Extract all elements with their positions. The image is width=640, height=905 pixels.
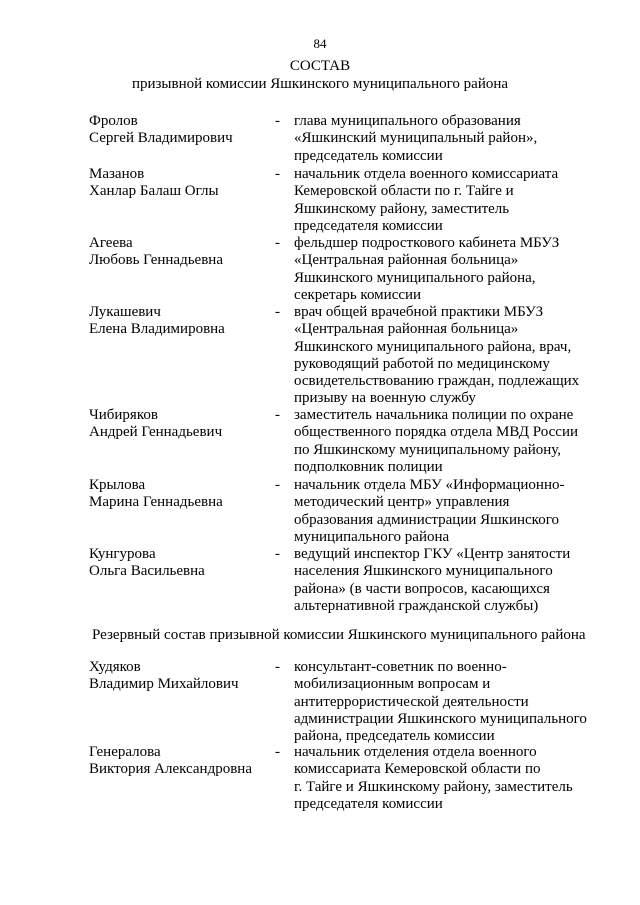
role-line: мобилизационным вопросам и xyxy=(294,676,491,693)
member-given-names: Андрей Геннадьевич xyxy=(89,424,223,441)
role-line: глава муниципального образования xyxy=(294,113,521,129)
role-line: начальник отдела военного комиссариата xyxy=(294,166,559,182)
role-line: председателя комиссии xyxy=(294,217,443,234)
dash-separator: - xyxy=(275,304,280,320)
role-line: начальник отдела МБУ «Информационно- xyxy=(294,477,565,493)
dash-separator: - xyxy=(275,744,280,760)
member-given-names: Виктория Александровна xyxy=(89,761,252,778)
role-line: «Яшкинский муниципальный район», xyxy=(294,130,538,147)
role-line: «Центральная районная больница» xyxy=(294,321,519,338)
role-line: Яшкинского муниципального района, xyxy=(294,269,536,286)
member-given-names: Ханлар Балаш Оглы xyxy=(89,183,219,200)
member-surname: Мазанов xyxy=(89,166,145,182)
document-subtitle: призывной комиссии Яшкинского муниципального района xyxy=(131,76,509,92)
role-line: руководящий работой по медицинскому xyxy=(294,355,550,372)
member-surname: Крылова xyxy=(89,477,146,493)
member-given-names: Марина Геннадьевна xyxy=(89,494,223,511)
role-line: района» (в части вопросов, касающихся xyxy=(294,580,550,597)
member-surname: Кунгурова xyxy=(89,546,156,562)
member-role xyxy=(294,407,594,476)
member-given-names: Сергей Владимирович xyxy=(89,130,233,147)
role-line: населения Яшкинского муниципального xyxy=(294,563,553,580)
role-line: освидетельствованию граждан, подлежащих xyxy=(294,373,580,390)
role-line: Яшкинскому району, заместитель xyxy=(294,200,510,217)
role-line: призыву на военную службу xyxy=(294,390,476,407)
role-line: администрации Яшкинского муниципального xyxy=(294,710,587,727)
member-role xyxy=(294,166,594,235)
member-name xyxy=(89,407,269,442)
role-line: антитеррористической деятельности xyxy=(294,693,529,710)
member-surname: Худяков xyxy=(89,659,141,675)
role-line: «Центральная районная больница» xyxy=(294,252,519,269)
role-line: альтернативной гражданской службы) xyxy=(294,597,539,614)
role-line: консультант-советник по военно- xyxy=(294,659,507,675)
role-line: района, председатель комиссии xyxy=(294,728,495,745)
dash-separator: - xyxy=(275,407,280,423)
member-name xyxy=(89,235,269,270)
role-line: методический центр» управления xyxy=(294,494,510,511)
role-line: комиссариата Кемеровской области по xyxy=(294,761,541,778)
member-role xyxy=(294,113,594,165)
member-name xyxy=(89,546,269,581)
role-line: г. Тайге и Яшкинскому району, заместитель xyxy=(294,778,573,795)
document-title: СОСТАВ xyxy=(289,58,351,74)
dash-separator: - xyxy=(275,166,280,182)
member-name xyxy=(89,659,269,694)
dash-separator: - xyxy=(275,113,280,129)
role-line: Кемеровской области по г. Тайге и xyxy=(294,183,514,200)
role-line: подполковник полиции xyxy=(294,458,443,475)
member-role xyxy=(294,235,594,304)
member-surname: Агеева xyxy=(89,235,133,251)
member-surname: Фролов xyxy=(89,113,138,129)
role-line: общественного порядка отдела МВД России xyxy=(294,424,578,441)
role-line: муниципального района xyxy=(294,528,450,545)
member-surname: Чибиряков xyxy=(89,407,158,423)
role-line: председателя комиссии xyxy=(294,795,443,812)
member-name xyxy=(89,477,269,512)
member-role xyxy=(294,659,594,745)
member-given-names: Ольга Васильевна xyxy=(89,563,205,580)
member-given-names: Любовь Геннадьевна xyxy=(89,252,223,269)
dash-separator: - xyxy=(275,546,280,562)
role-line: образования администрации Яшкинского xyxy=(294,511,559,528)
role-line: ведущий инспектор ГКУ «Центр занятости xyxy=(294,546,571,562)
member-name xyxy=(89,166,269,201)
role-line: фельдшер подросткового кабинета МБУЗ xyxy=(294,235,560,251)
dash-separator: - xyxy=(275,477,280,493)
role-line: заместитель начальника полиции по охране xyxy=(294,407,574,423)
member-role xyxy=(294,304,594,408)
member-role xyxy=(294,744,594,813)
member-name xyxy=(89,744,269,779)
member-name xyxy=(89,113,269,148)
member-surname: Лукашевич xyxy=(89,304,161,320)
page-number: 84 xyxy=(313,36,327,51)
role-line: по Яшкинскому муниципальному району, xyxy=(294,441,562,458)
dash-separator: - xyxy=(275,659,280,675)
member-role xyxy=(294,546,594,615)
reserve-section-heading: Резервный состав призывной комиссии Яшкинского муниципального района xyxy=(92,627,586,643)
member-role xyxy=(294,477,594,546)
role-line: начальник отделения отдела военного xyxy=(294,744,537,760)
role-line: секретарь комиссии xyxy=(294,286,422,303)
member-surname: Генералова xyxy=(89,744,161,760)
role-line: Яшкинского муниципального района, врач, xyxy=(294,338,572,355)
member-given-names: Елена Владимировна xyxy=(89,321,225,338)
member-given-names: Владимир Михайлович xyxy=(89,676,239,693)
role-line: председатель комиссии xyxy=(294,147,443,164)
role-line: врач общей врачебной практики МБУЗ xyxy=(294,304,544,320)
dash-separator: - xyxy=(275,235,280,251)
member-name xyxy=(89,304,269,339)
